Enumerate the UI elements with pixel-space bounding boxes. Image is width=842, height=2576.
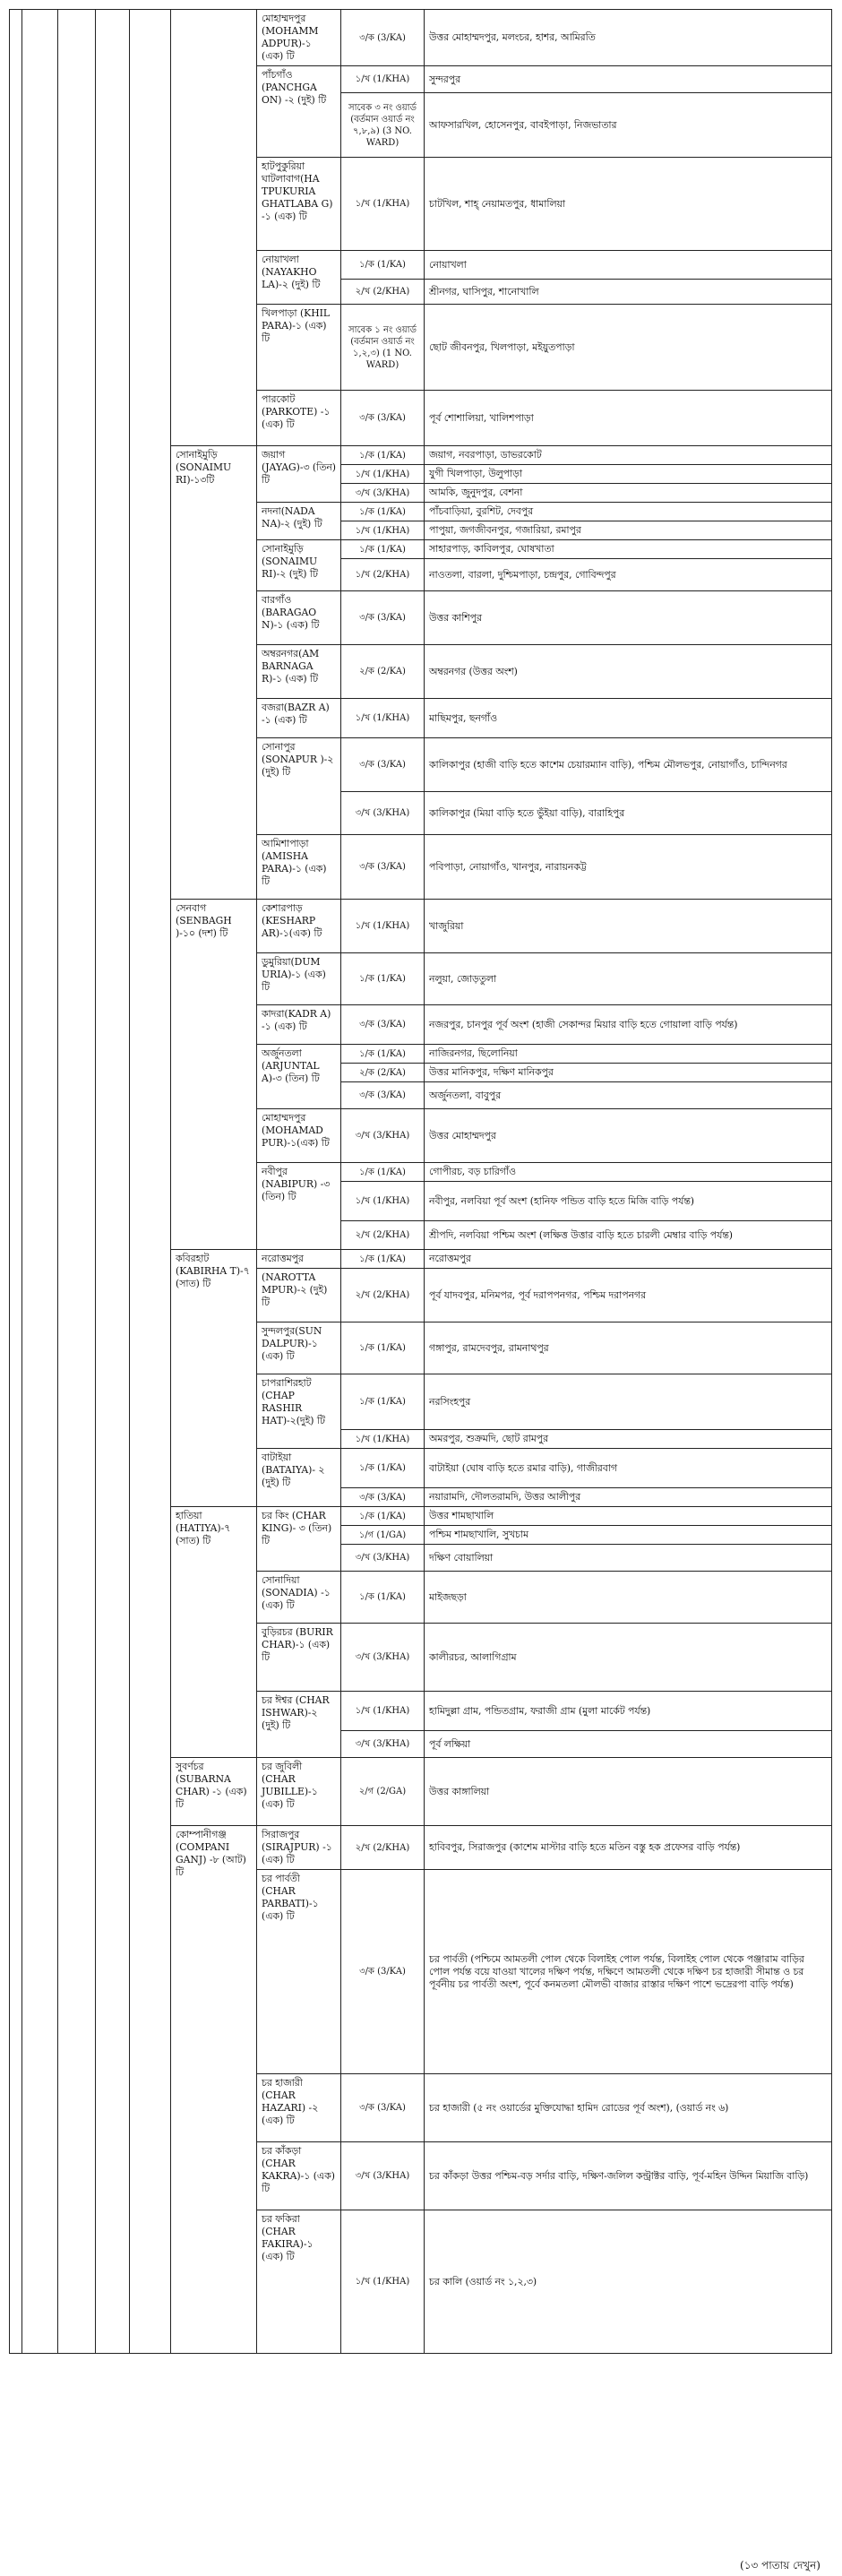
ward-name-cell: নদনা(NADA NA)-২ (দুই) টি — [257, 503, 341, 540]
area-cell: আমকি, জুনুদপুর, বেশনা — [425, 484, 832, 503]
ward-code-cell: ১/খ (1/KHA) — [341, 900, 425, 953]
ward-code-cell: ৩/খ (3/KHA) — [341, 1109, 425, 1163]
ward-code-cell: সাবেক ৩ নং ওয়ার্ড (বর্তমান ওয়ার্ড নং ৭,৮,৯) (3 NO. WARD) — [341, 93, 425, 158]
area-cell: শ্রীনগর, ঘাসিপুর, শানোখালি — [425, 280, 832, 305]
ward-code-cell: ১/খ (1/KHA) — [341, 1182, 425, 1221]
ward-name-cell: বজরা(BAZR A) -১ (এক) টি — [257, 699, 341, 738]
area-cell: চাটখিল, শাহ্ নেয়ামতপুর, ধামালিয়া — [425, 158, 832, 251]
area-cell: মাইজছড়া — [425, 1572, 832, 1624]
ward-name-cell: সোনাপুর (SONAPUR )-২ (দুই) টি — [257, 738, 341, 835]
empty-column-5 — [130, 10, 171, 2354]
ward-code-cell: ১/ক (1/KA) — [341, 540, 425, 559]
ward-name-cell: পারকোট (PARKOTE) -১ (এক) টি — [257, 391, 341, 446]
ward-name-cell: সোনাদিয়া (SONADIA) -১ (এক) টি — [257, 1572, 341, 1624]
ward-code-cell: ২/খ (2/KHA) — [341, 280, 425, 305]
area-cell: উত্তর মোহাম্মদপুর, মলংচর, হাশর, আমিরতি — [425, 10, 832, 66]
ward-name-cell: মোহাম্মদপুর (MOHAMAD PUR)-১(এক) টি — [257, 1109, 341, 1163]
ward-name-cell: বারগাঁও (BARAGAO N)-১ (এক) টি — [257, 591, 341, 645]
area-cell: পবিপাড়া, নোয়াগাঁও, খানপুর, নারায়নকট্ট — [425, 835, 832, 900]
area-cell: যুগী খিলপাড়া, উলুপাড়া — [425, 465, 832, 484]
area-cell: উত্তর মানিকপুর, দক্ষিণ মানিকপুর — [425, 1064, 832, 1082]
area-cell: উত্তর কাঙ্গালিয়া — [425, 1758, 832, 1826]
document-page — [9, 9, 833, 2572]
area-cell: উত্তর শামছাখালি — [425, 1507, 832, 1526]
area-cell: জয়াগ, নবরপাড়া, ডাভরকোট — [425, 446, 832, 465]
ward-name-cell: চর ঈশ্বর (CHAR ISHWAR)-২ (দুই) টি — [257, 1692, 341, 1758]
ward-name-cell: সিরাজপুর (SIRAJPUR) -১ (এক) টি — [257, 1826, 341, 1870]
area-cell: অর্জুনতলা, বাবুপুর — [425, 1082, 832, 1109]
area-cell: দক্ষিণ বোয়ালিয়া — [425, 1545, 832, 1572]
ward-name-cell: বাটাইয়া (BATAIYA)- ২ (দুই) টি — [257, 1449, 341, 1507]
area-table — [9, 9, 832, 2354]
ward-code-cell: ৩/ক (3/KA) — [341, 1005, 425, 1045]
ward-name-cell: চর ফকিরা (CHAR FAKIRA)-১ (এক) টি — [257, 2210, 341, 2354]
ward-code-cell: ৩/ক (3/KA) — [341, 738, 425, 792]
area-cell: মাছিমপুর, ছনগাঁও — [425, 699, 832, 738]
area-cell: শ্রীপদি, নলবিয়া পশ্চিম অংশ (লক্ষিত্ত উত্তার বাড়ি হতে চারলী মেম্বার বাড়ি পর্যন্ত) — [425, 1221, 832, 1250]
ward-code-cell: ১/ক (1/KA) — [341, 503, 425, 521]
ward-code-cell: ৩/ক (3/KA) — [341, 591, 425, 645]
area-cell: নাজিরনগর, ছিলোনিয়া — [425, 1045, 832, 1064]
ward-name-cell: (NAROTTA MPUR)-২ (দুই) টি — [257, 1269, 341, 1322]
area-cell: ছোট জীবনপুর, খিলপাড়া, মইয়ুতপাড়া — [425, 305, 832, 391]
area-cell: কালিকাপুর (হাজী বাড়ি হতে কাশেম চেয়ারম্যান বাড়ি), পশ্চিম মৌলভপুর, নোয়াগাঁও, চান্দিনগর — [425, 738, 832, 792]
area-cell: নজরপুর, চানপুর পূর্ব অংশ (হাজী সেকান্দর মিয়ার বাড়ি হতে গোয়ালা বাড়ি পর্যন্ত) — [425, 1005, 832, 1045]
ward-code-cell: ১/খ (1/KHA) — [341, 699, 425, 738]
ward-name-cell: চর পার্বতী (CHAR PARBATI)-১ (এক) টি — [257, 1870, 341, 2074]
ward-code-cell: ১/ক (1/KA) — [341, 1449, 425, 1488]
empty-column-4 — [96, 10, 130, 2354]
ward-code-cell: ১/খ (2/KHA) — [341, 559, 425, 591]
ward-code-cell: ২/ক (2/KA) — [341, 645, 425, 699]
area-cell: উত্তর মোহাম্মদপুর — [425, 1109, 832, 1163]
ward-code-cell: ১/ক (1/KA) — [341, 446, 425, 465]
area-cell: পশ্চিম শামছাখালি, সুখচাম — [425, 1526, 832, 1545]
ward-code-cell: ১/খ (1/KHA) — [341, 465, 425, 484]
ward-name-cell: চর কাঁকড়া (CHAR KAKRA)-১ (এক) টি — [257, 2142, 341, 2210]
ward-name-cell: চর হাজারী (CHAR HAZARI) -২ (এক) টি — [257, 2074, 341, 2142]
area-cell: পূর্ব শোশালিয়া, খালিশপাড়া — [425, 391, 832, 446]
table-row — [10, 10, 832, 66]
area-cell: গঙ্গাপুর, রামদেবপুর, রামনাথপুর — [425, 1322, 832, 1374]
ward-code-cell: ১/ক (1/KA) — [341, 1250, 425, 1269]
ward-name-cell: হাটপুকুরিয়া ঘাটলাবাগ(HA TPUKURIA GHATLABA G) -১ (এক) টি — [257, 158, 341, 251]
area-cell: নরসিংহপুর — [425, 1374, 832, 1430]
empty-column-2 — [22, 10, 58, 2354]
ward-code-cell: ১/খ (1/KHA) — [341, 1430, 425, 1449]
upazila-union-cell: সেনবাগ (SENBAGH )-১০ (দশ) টি — [171, 900, 257, 1250]
area-cell: সাহারপাড়, কাবিলপুর, ঘোষখাতা — [425, 540, 832, 559]
area-cell: পূর্ব লক্ষিয়া — [425, 1731, 832, 1758]
area-cell: হামিদুল্লা গ্রাম, পন্ডিতগ্রাম, ফরাজী গ্রাম (মুলা মার্কেট পর্যন্ত) — [425, 1692, 832, 1731]
area-cell: আফসারখিল, হোসেনপুর, বাবইপাড়া, নিজভাতার — [425, 93, 832, 158]
ward-code-cell: ৩/ক (3/KA) — [341, 2074, 425, 2142]
ward-code-cell: ১/খ (1/KHA) — [341, 66, 425, 93]
area-cell: নবীপুর, নলবিয়া পূর্ব অংশ (হানিফ পন্ডিত বাড়ি হতে মিজি বাড়ি পর্যন্ত) — [425, 1182, 832, 1221]
ward-code-cell: ৩/ক (3/KA) — [341, 1870, 425, 2074]
upazila-union-cell: সোনাইমুড়ি (SONAIMU RI)-১৩টি — [171, 446, 257, 900]
ward-code-cell: ১/খ (1/KHA) — [341, 521, 425, 540]
ward-name-cell: কেশারপাড় (KESHARP AR)-১(এক) টি — [257, 900, 341, 953]
ward-code-cell: ১/ক (1/KA) — [341, 1572, 425, 1624]
ward-name-cell: অম্বরনগর(AM BARNAGA R)-১ (এক) টি — [257, 645, 341, 699]
ward-code-cell: ২/গ (2/GA) — [341, 1758, 425, 1826]
ward-code-cell: ৩/ক (3/KA) — [341, 391, 425, 446]
upazila-union-cell: কবিরহাট (KABIRHA T)-৭ (সাত) টি — [171, 1250, 257, 1507]
ward-name-cell: ডুমুরিয়া(DUM URIA)-১ (এক) টি — [257, 953, 341, 1005]
ward-code-cell: ১/খ (1/KHA) — [341, 1692, 425, 1731]
ward-code-cell: ৩/খ (3/KHA) — [341, 1731, 425, 1758]
ward-name-cell: জয়াগ (JAYAG)-৩ (তিন) টি — [257, 446, 341, 503]
area-cell: নাওতলা, বারলা, দুশ্চিমপাড়া, চন্দ্রপুর, গোবিন্দপুর — [425, 559, 832, 591]
ward-code-cell: ১/ক (1/KA) — [341, 1507, 425, 1526]
upazila-union-cell: সুবর্ণচর (SUBARNA CHAR) -১ (এক) টি — [171, 1758, 257, 1826]
area-cell: উত্তর কাশিপুর — [425, 591, 832, 645]
ward-code-cell: ১/ক (1/KA) — [341, 251, 425, 280]
ward-name-cell: পাঁচগাঁও (PANCHGA ON) -২ (দুই) টি — [257, 66, 341, 158]
ward-code-cell: ৩/খ (3/KHA) — [341, 792, 425, 835]
ward-code-cell: ২/ক (2/KA) — [341, 1064, 425, 1082]
ward-code-cell: ৩/খ (3/KHA) — [341, 1624, 425, 1692]
empty-column-1 — [10, 10, 22, 2354]
area-cell: চর পার্বতী (পশ্চিমে আমতলী পোল থেকে বিলাইহ পোল পর্যন্ত, বিলাইহ পোল থেকে পঞ্জারাম বাড়ির পোল পর্যন্ত বয়ে যাওয়া খালের দক্ষিণ পর্যন্ত, দক্ষিণে আমতলী থেকে দক্ষিণ চর হাজারী সীমান্ত ও চর পূর্বনীয় চর পার্বতী অংশ, পূর্বে কনমতলা মৌলভী বাজার রাস্তার দক্ষিণ পাশে ভদ্রেরপা বাড়ি পর্যন্ত) — [425, 1870, 832, 2074]
ward-name-cell: সোনাইমুড়ি (SONAIMU RI)-২ (দুই) টি — [257, 540, 341, 591]
ward-name-cell: চর জুবিলী (CHAR JUBILLE)-১ (এক) টি — [257, 1758, 341, 1826]
ward-code-cell: ৩/ক (3/KA) — [341, 1488, 425, 1507]
area-cell: নরোত্তমপুর — [425, 1250, 832, 1269]
ward-code-cell: ৩/ক (3/KA) — [341, 1082, 425, 1109]
table-body — [10, 10, 832, 2354]
ward-code-cell: ২/খ (2/KHA) — [341, 1221, 425, 1250]
empty-column-3 — [58, 10, 96, 2354]
area-cell: খাজুরিয়া — [425, 900, 832, 953]
ward-code-cell: ২/খ (2/KHA) — [341, 1269, 425, 1322]
ward-name-cell: খিলপাড়া (KHIL PARA)-১ (এক) টি — [257, 305, 341, 391]
ward-name-cell: চাপরাশিরহাট (CHAP RASHIR HAT)-২(দুই) টি — [257, 1374, 341, 1449]
area-cell: নলুয়া, জোড়তুলা — [425, 953, 832, 1005]
ward-code-cell: সাবেক ১ নং ওয়ার্ড (বর্তমান ওয়ার্ড নং ১,২,৩) (1 NO. WARD) — [341, 305, 425, 391]
ward-code-cell: ১/খ (1/KHA) — [341, 158, 425, 251]
area-cell: চর হাজারী (৫ নং ওয়ার্ডের মুক্তিযোদ্ধা হামিদ রোডের পূর্ব অংশ), (ওয়ার্ড নং ৬) — [425, 2074, 832, 2142]
ward-code-cell: ১/ক (1/KA) — [341, 1163, 425, 1182]
area-cell: অমরপুর, শুক্রমদি, ছোট রামপুর — [425, 1430, 832, 1449]
area-cell: পূর্ব যাদবপুর, মনিমপর, পূর্ব দরাপপনগর, পশ্চিম দরাপনগর — [425, 1269, 832, 1322]
area-cell: পাঁচবাড়িয়া, বুরশিট, দেবপুর — [425, 503, 832, 521]
area-cell: সুন্দরপুর — [425, 66, 832, 93]
area-cell: কালীরচর, আলাগিগ্রাম — [425, 1624, 832, 1692]
upazila-union-cell: হাতিয়া (HATIYA)-৭ (সাত) টি — [171, 1507, 257, 1758]
ward-code-cell: ১/ক (1/KA) — [341, 1374, 425, 1430]
ward-code-cell: ১/গ (1/GA) — [341, 1526, 425, 1545]
area-cell: চর কালি (ওয়ার্ড নং ১,২,৩) — [425, 2210, 832, 2354]
ward-code-cell: ১/ক (1/KA) — [341, 1322, 425, 1374]
ward-name-cell: অর্জুনতলা (ARJUNTAL A)-৩ (তিন) টি — [257, 1045, 341, 1109]
ward-code-cell: ১/ক (1/KA) — [341, 1045, 425, 1064]
area-cell: পাপুয়া, জগজীবনপুর, গজারিয়া, রমাপুর — [425, 521, 832, 540]
ward-code-cell: ৩/খ (3/KHA) — [341, 484, 425, 503]
ward-name-cell: মোহাম্মদপুর (MOHAMM ADPUR)-১ (এক) টি — [257, 10, 341, 66]
upazila-union-cell: কোম্পানীগঞ্জ (COMPANI GANJ) -৮ (আট) টি — [171, 1826, 257, 2354]
ward-code-cell: ৩/খ (3/KHA) — [341, 1545, 425, 1572]
area-cell: চর কাঁকড়া উত্তর পশ্চিম-বড় সর্দার বাড়ি, দক্ষিণ-জলিল কন্ট্রাক্টর বাড়ি, পূর্ব-মহিন উদ্দিন মিয়াজি বাড়ি) — [425, 2142, 832, 2210]
ward-name-cell: নবীপুর (NABIPUR) -৩ (তিন) টি — [257, 1163, 341, 1250]
ward-name-cell: বুড়িরচর (BURIR CHAR)-১ (এক) টি — [257, 1624, 341, 1692]
ward-code-cell: ৩/ক (3/KA) — [341, 835, 425, 900]
area-cell: হাবিবপুর, সিরাজপুর (কাশেম মাস্টার বাড়ি হতে মতিন বস্তু হক প্রফেসর বাড়ি পর্যন্ত) — [425, 1826, 832, 1870]
ward-code-cell: ৩/খ (3/KHA) — [341, 2142, 425, 2210]
area-cell: নোয়াখলা — [425, 251, 832, 280]
ward-name-cell: চর কিং (CHAR KING)- ৩ (তিন) টি — [257, 1507, 341, 1572]
ward-code-cell: ১/ক (1/KA) — [341, 953, 425, 1005]
ward-name-cell: কাদরা(KADR A) -১ (এক) টি — [257, 1005, 341, 1045]
ward-name-cell: নোয়াখলা (NAYAKHO LA)-২ (দুই) টি — [257, 251, 341, 305]
area-cell: নয়ারামদি, দৌলতরামদি, উত্তর আলীপুর — [425, 1488, 832, 1507]
ward-name-cell: নরোত্তমপুর — [257, 1250, 341, 1269]
upazila-union-cell — [171, 10, 257, 446]
area-cell: গোপীরচ, বড় চারিগাঁও — [425, 1163, 832, 1182]
ward-name-cell: সুন্দলপুর(SUN DALPUR)-১ (এক) টি — [257, 1322, 341, 1374]
ward-name-cell: আমিশাপাড়া (AMISHA PARA)-১ (এক) টি — [257, 835, 341, 900]
area-cell: বাটাইয়া (ঘোষ বাড়ি হতে রমার বাড়ি), গাজীরবাগ — [425, 1449, 832, 1488]
continued-note: (১৩ পাতায় দেখুন) — [740, 2559, 821, 2572]
area-cell: অম্বরনগর (উত্তর অংশ) — [425, 645, 832, 699]
ward-code-cell: ১/খ (1/KHA) — [341, 2210, 425, 2354]
area-cell: কালিকাপুর (মিয়া বাড়ি হতে ভুঁইয়া বাড়ি), বারাহিপুর — [425, 792, 832, 835]
ward-code-cell: ৩/ক (3/KA) — [341, 10, 425, 66]
ward-code-cell: ২/খ (2/KHA) — [341, 1826, 425, 1870]
